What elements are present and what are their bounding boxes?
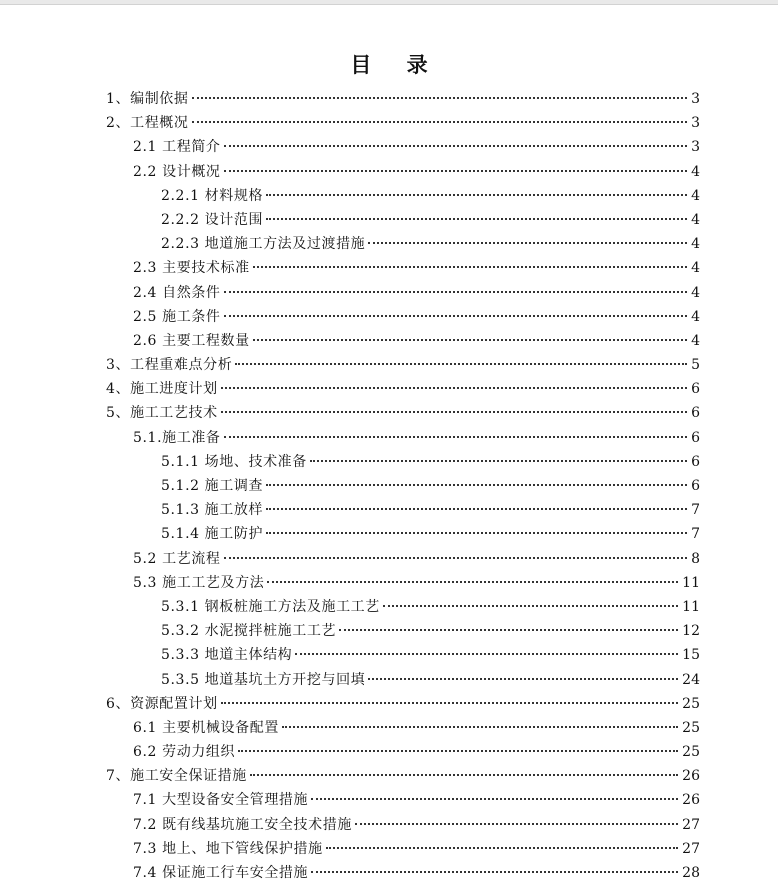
toc-entry-label: 5、施工工艺技术 [106,405,218,422]
toc-entry-label: 6.2 劳动力组织 [133,744,236,761]
toc-entry[interactable] [106,256,700,280]
toc-entry-page-number: 6 [691,478,700,494]
toc-entry[interactable] [106,813,700,837]
toc-entry-label: 4、施工进度计划 [106,381,218,398]
toc-entry[interactable] [106,595,700,619]
dot-leader [238,750,678,752]
toc-entry-label: 6.1 主要机械设备配置 [133,719,279,736]
toc-entry[interactable] [106,401,700,425]
toc-entry-page-number: 8 [691,550,700,567]
toc-entry[interactable] [106,184,700,208]
toc-entry-page-number: 7 [691,502,700,519]
dot-leader [224,291,688,293]
dot-leader [311,871,678,873]
dot-leader [267,581,678,583]
toc-entry-page-number: 7 [691,526,700,543]
dot-leader [221,702,678,704]
toc-entry-label: 7.1 大型设备安全管理措施 [133,792,309,809]
toc-entry-label: 7、施工安全保证措施 [106,768,247,785]
toc-entry[interactable] [106,305,700,329]
toc-entry-label: 2、工程概况 [106,115,189,132]
toc-entry[interactable] [106,547,700,571]
toc-entry-page-number: 15 [682,647,700,664]
toc-entry-page-number: 4 [691,211,700,228]
toc-entry-page-number: 25 [682,695,700,712]
toc-entry-label: 5.2 工艺流程 [133,550,221,567]
table-of-contents [106,87,700,885]
toc-entry-page-number: 26 [682,768,700,785]
dot-leader [266,218,687,220]
toc-entry[interactable] [106,232,700,256]
toc-entry-page-number: 4 [691,308,700,325]
dot-leader [235,363,687,365]
toc-entry-page-number: 6 [691,405,700,422]
dot-leader [253,266,687,268]
dot-leader [266,194,687,196]
toc-entry[interactable] [106,692,700,716]
toc-entry-page-number: 11 [682,598,700,615]
toc-entry-label: 1、编制依据 [106,91,189,107]
toc-entry-label: 5.1.3 施工放样 [161,502,264,519]
toc-entry-label: 3、工程重难点分析 [106,357,233,374]
dot-leader [355,823,678,825]
toc-entry[interactable] [106,208,700,232]
toc-entry[interactable] [106,160,700,184]
toc-entry[interactable] [106,740,700,764]
dot-leader [339,629,678,631]
toc-entry[interactable] [106,111,700,135]
toc-entry-label: 2.4 自然条件 [133,284,221,301]
dot-leader [224,315,688,317]
page-top-border [0,0,778,5]
toc-entry-page-number: 27 [682,816,700,833]
toc-entry[interactable] [106,643,700,667]
toc-entry-label: 5.3 施工工艺及方法 [133,574,265,591]
toc-entry-label: 2.5 施工条件 [133,308,221,325]
toc-entry-page-number: 6 [691,429,700,446]
toc-entry-page-number: 4 [691,187,700,204]
dot-leader [224,170,688,172]
toc-entry-label: 5.3.5 地道基坑土方开挖与回填 [161,671,366,688]
toc-entry-page-number: 4 [691,236,700,253]
toc-entry-page-number: 5 [691,357,700,374]
toc-entry[interactable] [106,764,700,788]
dot-leader [311,798,678,800]
dot-leader [266,532,687,534]
toc-entry-page-number: 25 [682,719,700,736]
toc-entry[interactable] [106,837,700,861]
toc-entry-label: 5.3.1 钢板桩施工方法及施工工艺 [161,598,380,615]
toc-entry-label: 2.1 工程简介 [133,139,221,156]
dot-leader [221,387,687,389]
toc-entry-page-number: 4 [691,163,700,180]
toc-entry-page-number: 25 [682,744,700,761]
dot-leader [326,847,678,849]
dot-leader [310,460,687,462]
dot-leader [250,774,678,776]
toc-entry[interactable] [106,377,700,401]
toc-entry-label: 5.1.1 场地、技术准备 [161,453,307,470]
toc-entry[interactable] [106,788,700,812]
dot-leader [368,678,678,680]
toc-entry-page-number: 4 [691,260,700,277]
toc-entry-label: 5.3.2 水泥搅拌桩施工工艺 [161,623,337,640]
toc-entry[interactable] [106,135,700,159]
toc-title: 目 录 [350,53,442,77]
dot-leader [295,653,678,655]
toc-entry-label: 5.1.4 施工防护 [161,526,264,543]
toc-entry-label: 6、资源配置计划 [106,695,218,712]
toc-entry[interactable] [106,329,700,353]
dot-leader [192,121,688,123]
dot-leader [224,145,688,147]
toc-entry-page-number: 6 [691,381,700,398]
toc-entry-page-number: 3 [691,115,700,132]
dot-leader [221,411,687,413]
toc-entry-label: 7.2 既有线基坑施工安全技术措施 [133,816,352,833]
toc-entry-page-number: 27 [682,840,700,857]
dot-leader [383,605,678,607]
toc-entry-label: 7.4 保证施工行车安全措施 [133,865,309,881]
toc-entry[interactable] [106,281,700,305]
toc-entry-label: 2.2.3 地道施工方法及过渡措施 [161,236,366,253]
toc-entry[interactable] [106,716,700,740]
dot-leader [224,557,688,559]
toc-entry-label: 5.1.施工准备 [133,429,221,446]
toc-entry-page-number: 24 [682,671,700,688]
toc-entry-label: 5.1.2 施工调查 [161,478,264,494]
toc-entry-page-number: 28 [682,865,700,881]
toc-entry-page-number: 3 [691,91,700,107]
toc-entry[interactable] [106,619,700,643]
dot-leader [192,97,688,99]
toc-entry[interactable] [106,474,700,498]
dot-leader [266,508,687,510]
dot-leader [282,726,678,728]
toc-entry[interactable] [106,450,700,474]
toc-entry-label: 7.3 地上、地下管线保护措施 [133,840,323,857]
toc-entry-page-number: 4 [691,332,700,349]
toc-entry[interactable] [106,571,700,595]
dot-leader [253,339,687,341]
toc-entry[interactable] [106,353,700,377]
dot-leader [224,436,688,438]
toc-entry[interactable] [106,87,700,111]
toc-entry-label: 2.3 主要技术标准 [133,260,250,277]
toc-entry-page-number: 11 [682,574,700,591]
toc-entry-label: 2.2.2 设计范围 [161,211,264,228]
dot-leader [368,242,687,244]
toc-entry-page-number: 3 [691,139,700,156]
toc-entry[interactable] [106,522,700,546]
dot-leader [266,484,687,486]
toc-entry-label: 2.2.1 材料规格 [161,187,264,204]
toc-entry-label: 5.3.3 地道主体结构 [161,647,293,664]
toc-entry[interactable] [106,426,700,450]
toc-entry[interactable] [106,498,700,522]
toc-entry[interactable] [106,668,700,692]
toc-entry[interactable] [106,861,700,885]
toc-entry-page-number: 26 [682,792,700,809]
toc-entry-label: 2.2 设计概况 [133,163,221,180]
toc-entry-page-number: 4 [691,284,700,301]
toc-entry-page-number: 12 [682,623,700,640]
toc-entry-label: 2.6 主要工程数量 [133,332,250,349]
toc-entry-page-number: 6 [691,453,700,470]
